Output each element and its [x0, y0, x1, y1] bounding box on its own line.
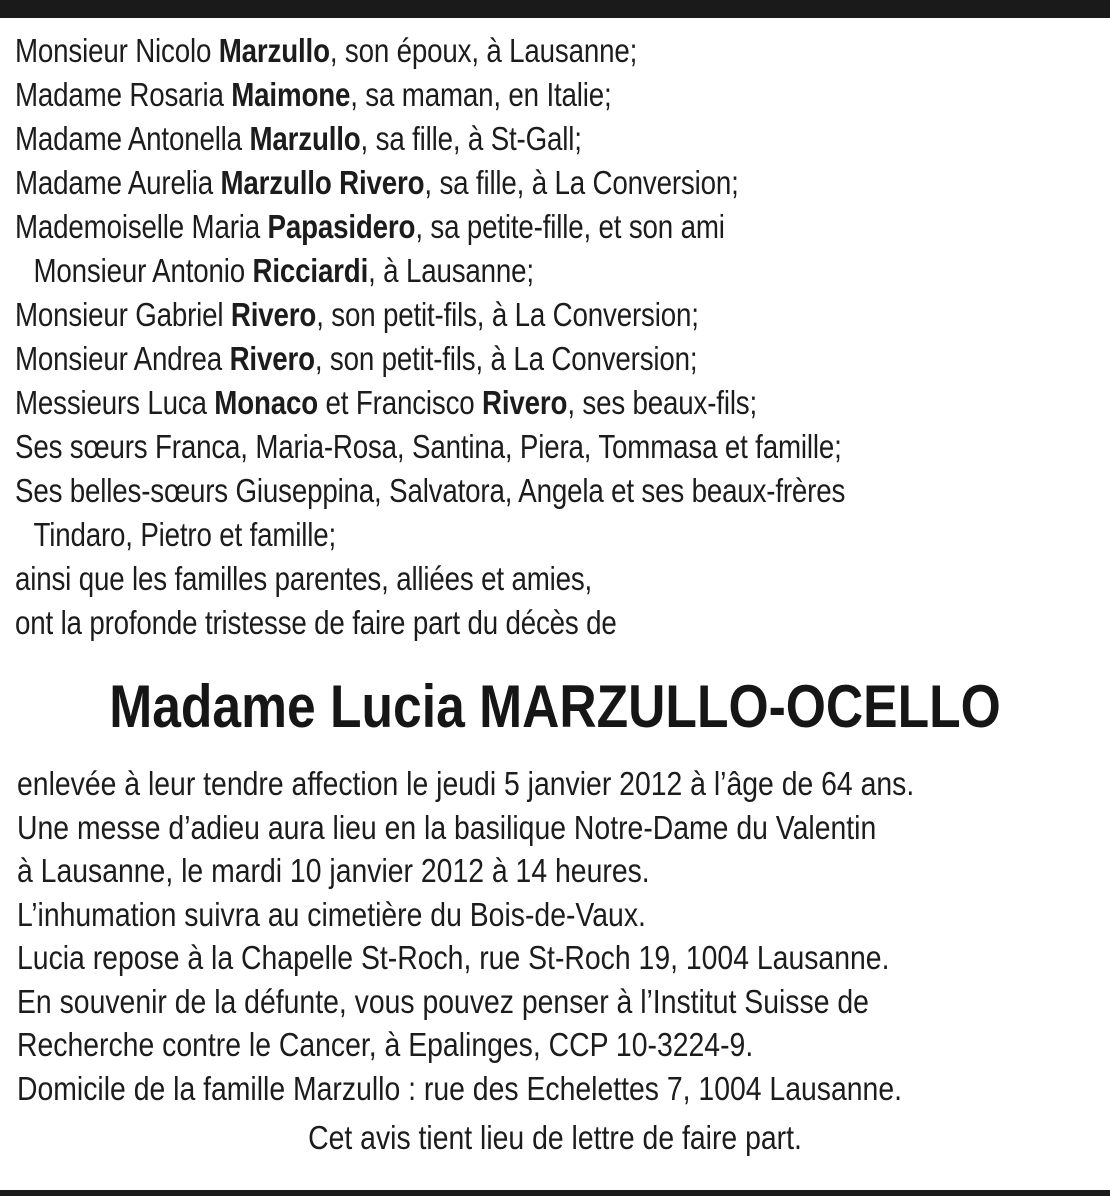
family-line: ainsi que les familles parentes, alliées et amies,	[15, 560, 593, 597]
bottom-rule	[0, 1190, 1110, 1196]
family-surname: Ricciardi	[252, 252, 369, 289]
family-line: Messieurs Luca Monaco et Francisco Rivero, ses beaux-fils;	[15, 384, 758, 421]
family-surname: Marzullo	[218, 32, 330, 69]
family-line: Madame Antonella Marzullo, sa fille, à St-Gall;	[15, 120, 582, 157]
family-surname: Marzullo Rivero	[220, 164, 425, 201]
family-line: Tindaro, Pietro et famille;	[33, 516, 337, 553]
family-surname: Marzullo	[249, 120, 361, 157]
detail-line: enlevée à leur tendre affection le jeudi 5 janvier 2012 à l’âge de 64 ans.	[17, 765, 915, 802]
details-block	[17, 762, 1107, 1110]
family-surname: Rivero	[229, 340, 315, 377]
family-list	[15, 29, 1105, 645]
family-line: Monsieur Andrea Rivero, son petit-fils, à La Conversion;	[15, 340, 698, 377]
detail-line: Une messe d’adieu aura lieu en la basilique Notre-Dame du Valentin	[17, 808, 877, 846]
detail-line: En souvenir de la défunte, vous pouvez penser à l’Institut Suisse de	[17, 982, 869, 1020]
family-line: Ses sœurs Franca, Maria-Rosa, Santina, Piera, Tommasa et famille;	[15, 428, 842, 465]
family-surname: Monaco	[214, 384, 319, 421]
family-surname: Rivero	[230, 296, 317, 333]
family-line: Monsieur Nicolo Marzullo, son époux, à Lausanne;	[15, 32, 638, 69]
deceased-name: Madame Lucia MARZULLO-OCELLO	[109, 673, 1001, 740]
closing-note: Cet avis tient lieu de lettre de faire part.	[308, 1119, 802, 1156]
detail-line: à Lausanne, le mardi 10 janvier 2012 à 14 heures.	[17, 852, 650, 889]
family-line: Madame Rosaria Maimone, sa maman, en Italie;	[15, 76, 612, 113]
family-line: Monsieur Gabriel Rivero, son petit-fils, à La Conversion;	[15, 296, 699, 333]
detail-line: Domicile de la famille Marzullo : rue des Echelettes 7, 1004 Lausanne.	[17, 1069, 902, 1107]
family-line: Ses belles-sœurs Giuseppina, Salvatora, Angela et ses beaux-frères	[15, 472, 846, 509]
family-line: ont la profonde tristesse de faire part du décès de	[15, 604, 617, 641]
family-surname: Maimone	[231, 76, 351, 113]
family-line: Monsieur Antonio Ricciardi, à Lausanne;	[33, 252, 534, 289]
detail-line: Recherche contre le Cancer, à Epalinges, CCP 10-3224-9.	[17, 1026, 754, 1063]
detail-line: L’inhumation suivra au cimetière du Bois-de-Vaux.	[17, 895, 646, 933]
family-surname: Rivero	[482, 384, 568, 421]
family-line: Madame Aurelia Marzullo Rivero, sa fille, à La Conversion;	[15, 164, 739, 201]
family-surname: Papasidero	[267, 208, 416, 245]
top-rule	[0, 0, 1110, 18]
family-line: Mademoiselle Maria Papasidero, sa petite-fille, et son ami	[15, 208, 725, 245]
detail-line: Lucia repose à la Chapelle St-Roch, rue St-Roch 19, 1004 Lausanne.	[17, 939, 890, 976]
